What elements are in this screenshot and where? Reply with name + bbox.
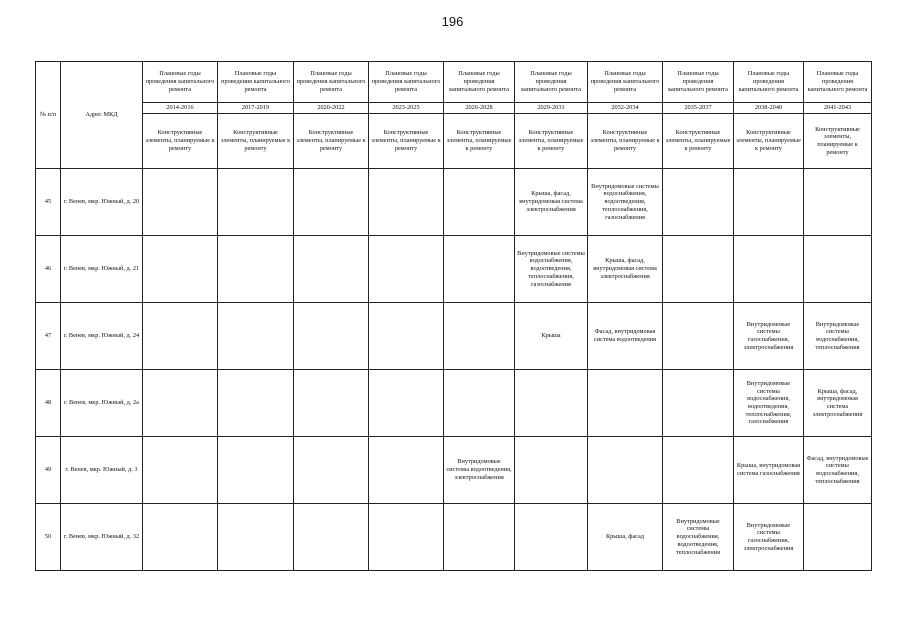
repair-elements-cell [218, 169, 294, 236]
period-elements-header: Конструктивные элементы, планируемые к ремонту [734, 114, 804, 169]
repair-elements-cell: Внутридомовые системы водоотведения, электроснабжения [444, 437, 515, 504]
period-years-header: 2026-2028 [444, 103, 515, 114]
row-number: 46 [36, 236, 61, 303]
repair-elements-cell [369, 504, 444, 571]
repair-elements-cell [143, 236, 218, 303]
repair-elements-cell: Внутридомовые системы водоснабжения, водоотведения, теплоснабжения, газоснабжения [515, 236, 588, 303]
repair-elements-cell: Внутридомовые системы водоснабжения, водоотведения, теплоснабжения [663, 504, 734, 571]
repair-elements-cell [444, 236, 515, 303]
repair-elements-cell [143, 303, 218, 370]
repair-elements-cell [294, 504, 369, 571]
repair-elements-cell [515, 437, 588, 504]
period-elements-header: Конструктивные элементы, планируемые к ремонту [804, 114, 872, 169]
row-number: 47 [36, 303, 61, 370]
period-title-header: Плановые годы проведения капитального ремонта [588, 62, 663, 103]
period-title-header: Плановые годы проведения капитального ремонта [218, 62, 294, 103]
period-title-header: Плановые годы проведения капитального ремонта [444, 62, 515, 103]
repair-elements-cell [369, 169, 444, 236]
repair-elements-cell [663, 236, 734, 303]
row-number: 50 [36, 504, 61, 571]
repair-elements-cell [444, 370, 515, 437]
repair-elements-cell: Внутридомовые системы газоснабжения, электроснабжения [734, 504, 804, 571]
table-row [36, 370, 872, 437]
repair-elements-cell [515, 370, 588, 437]
building-address: г. Венев, мкр. Южный, д. 24 [61, 303, 143, 370]
row-number: 48 [36, 370, 61, 437]
period-years-header: 2032-2034 [588, 103, 663, 114]
period-title-header: Плановые годы проведения капитального ремонта [294, 62, 369, 103]
period-title-header: Плановые годы проведения капитального ремонта [734, 62, 804, 103]
repair-elements-cell [143, 169, 218, 236]
table-row [36, 236, 872, 303]
repair-elements-cell: Внутридомовые системы газоснабжения, электроснабжения [734, 303, 804, 370]
repair-elements-cell [663, 370, 734, 437]
repair-elements-cell: Фасад, внутридомовая система водоотведения [588, 303, 663, 370]
period-years-header: 2035-2037 [663, 103, 734, 114]
repair-elements-cell [294, 370, 369, 437]
building-address: г. Венев, мкр. Южный, д. 32 [61, 504, 143, 571]
repair-elements-cell [444, 169, 515, 236]
period-elements-header: Конструктивные элементы, планируемые к ремонту [444, 114, 515, 169]
repair-elements-cell [218, 437, 294, 504]
table-row [36, 303, 872, 370]
repair-elements-cell [663, 169, 734, 236]
period-years-header: 2041-2043 [804, 103, 872, 114]
repair-elements-cell [143, 437, 218, 504]
period-elements-header: Конструктивные элементы, планируемые к ремонту [588, 114, 663, 169]
repair-elements-cell: Крыша, фасад [588, 504, 663, 571]
row-number: 45 [36, 169, 61, 236]
repair-elements-cell [804, 169, 872, 236]
row-number: 49 [36, 437, 61, 504]
building-address: г. Венев, мкр. Южный, д. 20 [61, 169, 143, 236]
period-elements-header: Конструктивные элементы, планируемые к ремонту [218, 114, 294, 169]
repair-elements-cell [218, 303, 294, 370]
period-years-header: 2023-2025 [369, 103, 444, 114]
repair-elements-cell: Крыша, фасад, внутридомовая система электроснабжения [588, 236, 663, 303]
repair-elements-cell [663, 303, 734, 370]
period-elements-header: Конструктивные элементы, планируемые к ремонту [143, 114, 218, 169]
repair-elements-cell [444, 504, 515, 571]
period-title-header: Плановые годы проведения капитального ремонта [663, 62, 734, 103]
period-years-header: 2020-2022 [294, 103, 369, 114]
building-address: г. Венев, мкр. Южный, д. 21 [61, 236, 143, 303]
repair-elements-cell [369, 303, 444, 370]
repair-elements-cell: Внутридомовые системы водоснабжения, водоотведения, теплоснабжения, газоснабжения [734, 370, 804, 437]
repair-elements-cell [663, 437, 734, 504]
period-elements-header: Конструктивные элементы, планируемые к ремонту [515, 114, 588, 169]
period-years-header: 2038-2040 [734, 103, 804, 114]
repair-elements-cell: Внутридомовые системы водоснабжения, теплоснабжения [804, 303, 872, 370]
repair-elements-cell [294, 303, 369, 370]
period-title-header: Плановые годы проведения капитального ремонта [804, 62, 872, 103]
repair-elements-cell: Крыша [515, 303, 588, 370]
repair-elements-cell [369, 236, 444, 303]
repair-elements-cell [218, 504, 294, 571]
repair-elements-cell [588, 370, 663, 437]
page-number: 196 [441, 14, 464, 29]
repair-elements-cell [143, 504, 218, 571]
repair-elements-cell [734, 236, 804, 303]
repair-elements-cell [515, 504, 588, 571]
repair-elements-cell [294, 236, 369, 303]
repair-elements-cell [734, 169, 804, 236]
building-address: г. Венев, мкр. Южный, д. 3 [61, 437, 143, 504]
repair-elements-cell: Внутридомовые системы водоснабжения, водоотведения, теплоснабжения, газоснабжения [588, 169, 663, 236]
repair-elements-cell [218, 236, 294, 303]
period-elements-header: Конструктивные элементы, планируемые к ремонту [369, 114, 444, 169]
period-years-header: 2029-2031 [515, 103, 588, 114]
repair-elements-cell [294, 169, 369, 236]
period-years-header: 2014-2016 [143, 103, 218, 114]
period-elements-header: Конструктивные элементы, планируемые к ремонту [294, 114, 369, 169]
table-row [36, 504, 872, 571]
period-title-header: Плановые годы проведения капитального ремонта [369, 62, 444, 103]
num-header: № п/п [36, 62, 61, 169]
address-header: Адрес МКД [61, 62, 143, 169]
repair-elements-cell [294, 437, 369, 504]
repair-elements-cell: Крыша, фасад, внутридомовая система электроснабжения [515, 169, 588, 236]
period-title-header: Плановые годы проведения капитального ремонта [143, 62, 218, 103]
repair-elements-cell: Крыша, внутридомовая система газоснабжения [734, 437, 804, 504]
building-address: г. Венев, мкр. Южный, д. 2а [61, 370, 143, 437]
repair-elements-cell [143, 370, 218, 437]
repair-elements-cell [588, 437, 663, 504]
capital-repair-plan-table [35, 61, 872, 571]
period-elements-header: Конструктивные элементы, планируемые к ремонту [663, 114, 734, 169]
repair-elements-cell [218, 370, 294, 437]
period-years-header: 2017-2019 [218, 103, 294, 114]
table-row [36, 437, 872, 504]
repair-elements-cell [369, 370, 444, 437]
repair-elements-cell: Крыша, фасад, внутридомовая система электроснабжения [804, 370, 872, 437]
repair-elements-cell [804, 504, 872, 571]
repair-elements-cell [804, 236, 872, 303]
repair-elements-cell [369, 437, 444, 504]
repair-elements-cell: Фасад, внутридомовые системы водоснабжения, теплоснабжения [804, 437, 872, 504]
period-title-header: Плановые годы проведения капитального ремонта [515, 62, 588, 103]
repair-elements-cell [444, 303, 515, 370]
table-row [36, 169, 872, 236]
